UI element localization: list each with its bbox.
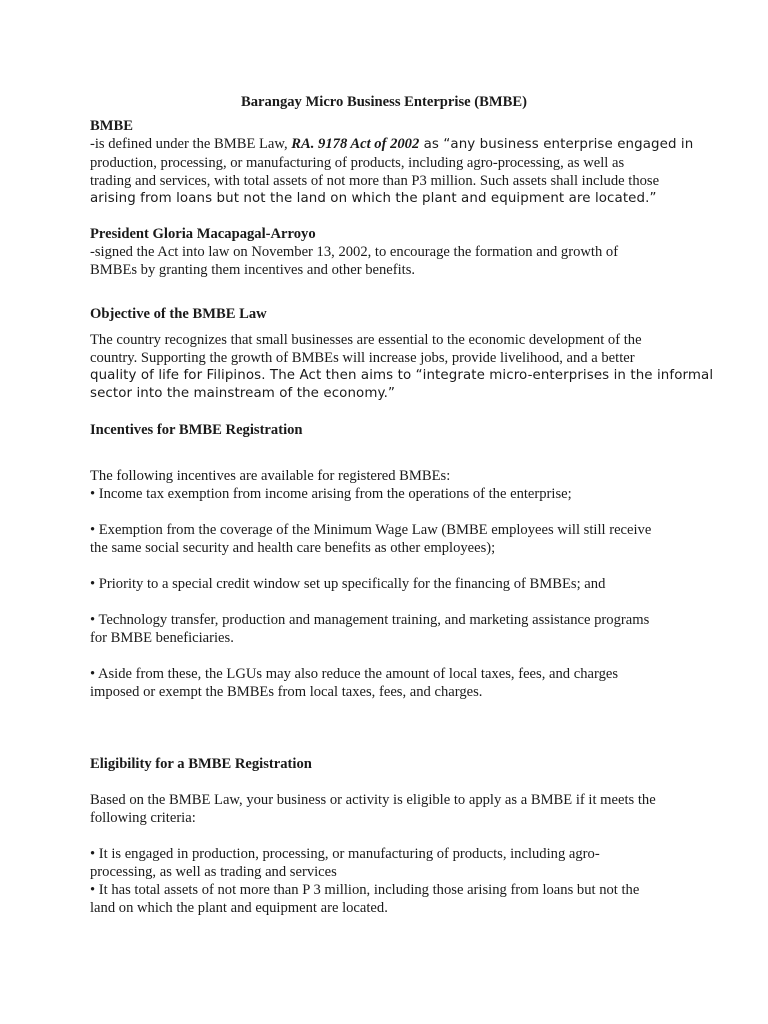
objective-section bbox=[90, 305, 690, 323]
president-heading: President Gloria Macapagal-Arroyo bbox=[90, 226, 316, 242]
bmbe-definition bbox=[90, 117, 694, 208]
eligibility-heading: Eligibility for a BMBE Registration bbox=[90, 756, 312, 772]
objective-line-2: country. Supporting the growth of BMBEs will increase jobs, provide livelihood, and a better bbox=[90, 350, 635, 366]
incentive-item-3: • Priority to a special credit window set up specifically for the financing of BMBEs; and bbox=[90, 576, 606, 592]
eligibility-item-2-line-1: • It has total assets of not more than P 3 million, including those arising from loans but not the bbox=[90, 882, 640, 898]
incentives-intro: The following incentives are available for registered BMBEs: bbox=[90, 468, 451, 484]
eligibility-heading-block bbox=[90, 755, 690, 773]
incentives-heading-block bbox=[90, 421, 690, 439]
objective-body bbox=[90, 331, 714, 403]
incentive-item-5: • Aside from these, the LGUs may also reduce the amount of local taxes, fees, and charges imposed or exempt the BMBEs from local taxes, fees, and charges. bbox=[90, 666, 619, 700]
objective-line-4: sector into the mainstream of the economy.” bbox=[90, 386, 395, 401]
bmbe-definition-line-3: trading and services, with total assets of not more than P3 million. Such assets shall include those bbox=[90, 173, 660, 189]
bmbe-heading: BMBE bbox=[90, 118, 133, 134]
incentive-item-1: • Income tax exemption from income arising from the operations of the enterprise; bbox=[90, 486, 572, 502]
incentives-list bbox=[90, 467, 690, 503]
law-reference: RA. 9178 Act of 2002 bbox=[291, 136, 420, 152]
bmbe-definition-line-2: production, processing, or manufacturing of products, including agro-processing, as well as bbox=[90, 155, 625, 171]
eligibility-item-1-line-2: processing, as well as trading and services bbox=[90, 864, 337, 880]
eligibility-item-2-line-2: land on which the plant and equipment are located. bbox=[90, 900, 388, 916]
president-line-2: BMBEs by granting them incentives and other benefits. bbox=[90, 262, 416, 278]
document-title: Barangay Micro Business Enterprise (BMBE) bbox=[241, 94, 527, 110]
incentives-heading: Incentives for BMBE Registration bbox=[90, 422, 303, 438]
incentive-item-2: • Exemption from the coverage of the Minimum Wage Law (BMBE employees will still receive the same social security and health care benefits as other employees); bbox=[90, 522, 652, 556]
eligibility-intro: Based on the BMBE Law, your business or activity is eligible to apply as a BMBE if it meets the following criteria: bbox=[90, 792, 656, 826]
eligibility-criteria bbox=[90, 845, 690, 917]
president-line-1: -signed the Act into law on November 13, 2002, to encourage the formation and growth of bbox=[90, 244, 619, 260]
objective-heading: Objective of the BMBE Law bbox=[90, 306, 267, 322]
bmbe-definition-line-4: arising from loans but not the land on which the plant and equipment are located.” bbox=[90, 191, 657, 206]
eligibility-item-1-line-1: • It is engaged in production, processing, or manufacturing of products, including agro- bbox=[90, 846, 600, 862]
bmbe-definition-line-1: -is defined under the BMBE Law, RA. 9178 Act of 2002 as “any business enterprise engaged in bbox=[90, 136, 694, 152]
incentive-item-4: • Technology transfer, production and management training, and marketing assistance programs for BMBE beneficiaries. bbox=[90, 612, 650, 646]
objective-line-1: The country recognizes that small businesses are essential to the economic development of the bbox=[90, 332, 642, 348]
president-section bbox=[90, 225, 690, 279]
objective-line-3: quality of life for Filipinos. The Act then aims to “integrate micro-enterprises in the informal bbox=[90, 368, 714, 383]
